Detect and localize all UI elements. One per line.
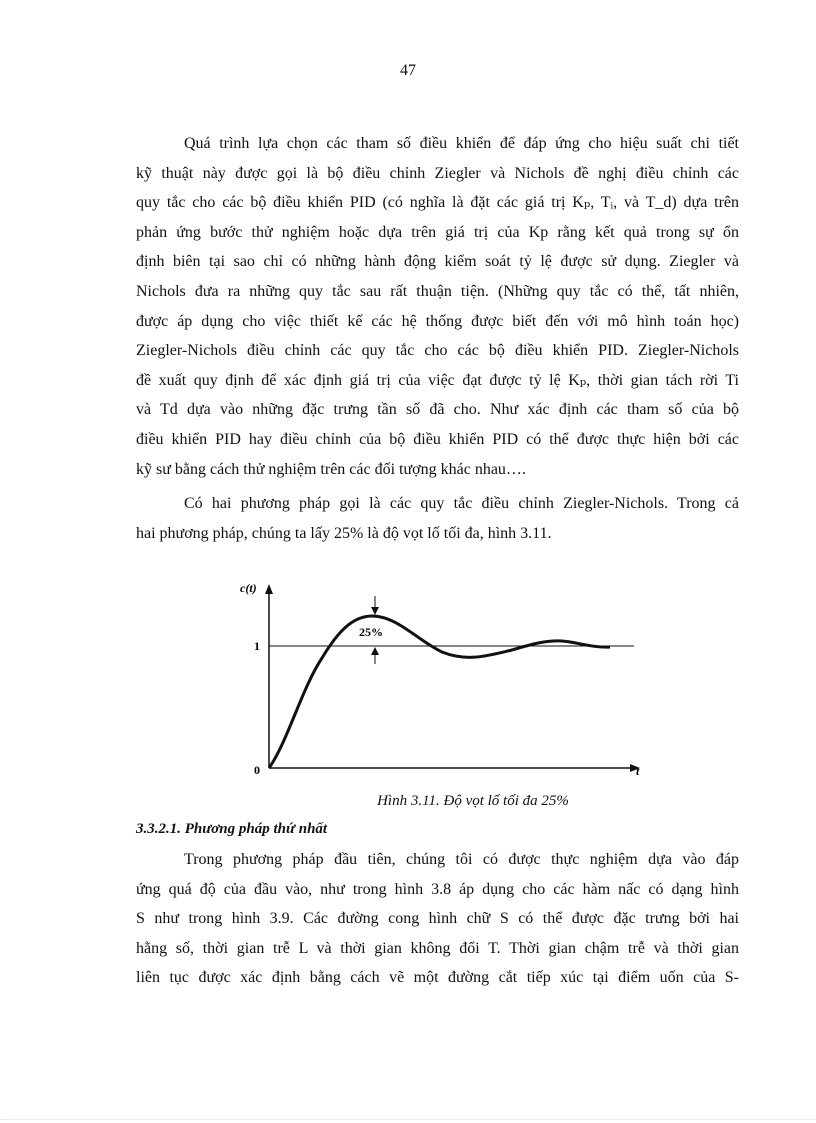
section-heading: 3.3.2.1. Phương pháp thứ nhất	[136, 821, 328, 837]
text-line: phản ứng bước thử nghiệm hoặc dựa trên giá trị của Kp rằng kết quả trong sự ổn	[136, 223, 739, 241]
text-line: hai phương pháp, chúng ta lấy 25% là độ vọt lố tối đa, hình 3.11.	[136, 524, 552, 542]
text-line: S như trong hình 3.9. Các đường cong hình chữ S có thể được đặc trưng bởi hai	[136, 910, 739, 928]
paragraph-methods	[136, 489, 739, 548]
text-line: quy tắc cho các bộ điều khiển PID (có nghĩa là đặt các giá trị Kₚ, Tᵢ, và T_d) dựa trên	[136, 194, 739, 212]
text-line: và Td dựa vào những đặc trưng tần số đã cho. Như xác định các tham số của bộ	[136, 401, 739, 419]
origin-label: 0	[254, 763, 260, 777]
figure-caption: Hình 3.11. Độ vọt lố tối đa 25%	[377, 793, 569, 809]
text-line: Ziegler-Nichols điều chỉnh các quy tắc cho các bộ điều khiển PID. Ziegler-Nichols	[136, 342, 739, 360]
paragraph-intro	[136, 129, 739, 484]
page-number: 47	[400, 62, 416, 79]
text-line: được áp dụng cho việc thiết kế các hệ thống được biết đến với mô hình toán học)	[136, 312, 739, 330]
text-line: liên tục được xác định bằng cách vẽ một đường cắt tiếp xúc tại điểm uốn của S-	[136, 969, 739, 987]
overshoot-bottom-arrowhead	[371, 647, 379, 655]
text-line: Quá trình lựa chọn các tham số điều khiển để đáp ứng cho hiệu suất chi tiết	[184, 135, 739, 152]
response-curve	[269, 616, 610, 768]
step-response-figure	[232, 578, 652, 783]
text-line: kỹ thuật này được gọi là bộ điều chỉnh Ziegler và Nichols đề nghị điều chỉnh các	[136, 164, 739, 182]
paragraph-first-method	[136, 845, 739, 993]
overshoot-label: 25%	[359, 625, 383, 639]
y-axis-arrow	[265, 584, 273, 594]
x-axis-label: t	[636, 764, 640, 778]
text-line: Nichols đưa ra những quy tắc sau rất thuận tiện. (Những quy tắc có thể, tất nhiên,	[136, 282, 739, 300]
text-line: Có hai phương pháp gọi là các quy tắc điều chỉnh Ziegler-Nichols. Trong cả	[184, 495, 739, 512]
text-line: ứng quá độ của đầu vào, như trong hình 3.8 áp dụng cho các hàm nấc có dạng hình	[136, 880, 739, 898]
text-line: hằng số, thời gian trễ L và thời gian không đổi T. Thời gian chậm trễ và thời gian	[136, 939, 739, 957]
text-line: điều khiển PID hay điều chỉnh của bộ điều khiển PID có thể được thực hiện bởi các	[136, 430, 739, 448]
text-line: định biên tại sao chỉ có những hành động kiểm soát tỷ lệ được sử dụng. Ziegler và	[136, 253, 739, 271]
overshoot-top-arrowhead	[371, 607, 379, 615]
text-line: đề xuất quy định để xác định giá trị của việc đạt được tỷ lệ Kₚ, thời gian tách rời Ti	[136, 371, 739, 389]
text-line: kỹ sư bằng cách thử nghiệm trên các đối tượng khác nhau….	[136, 460, 526, 478]
text-line: Trong phương pháp đầu tiên, chúng tôi có được thực nghiệm dựa vào đáp	[184, 851, 739, 868]
y-axis-label: c(t)	[240, 581, 257, 595]
one-tick-label: 1	[254, 639, 260, 653]
page-bottom-border	[0, 1119, 816, 1120]
